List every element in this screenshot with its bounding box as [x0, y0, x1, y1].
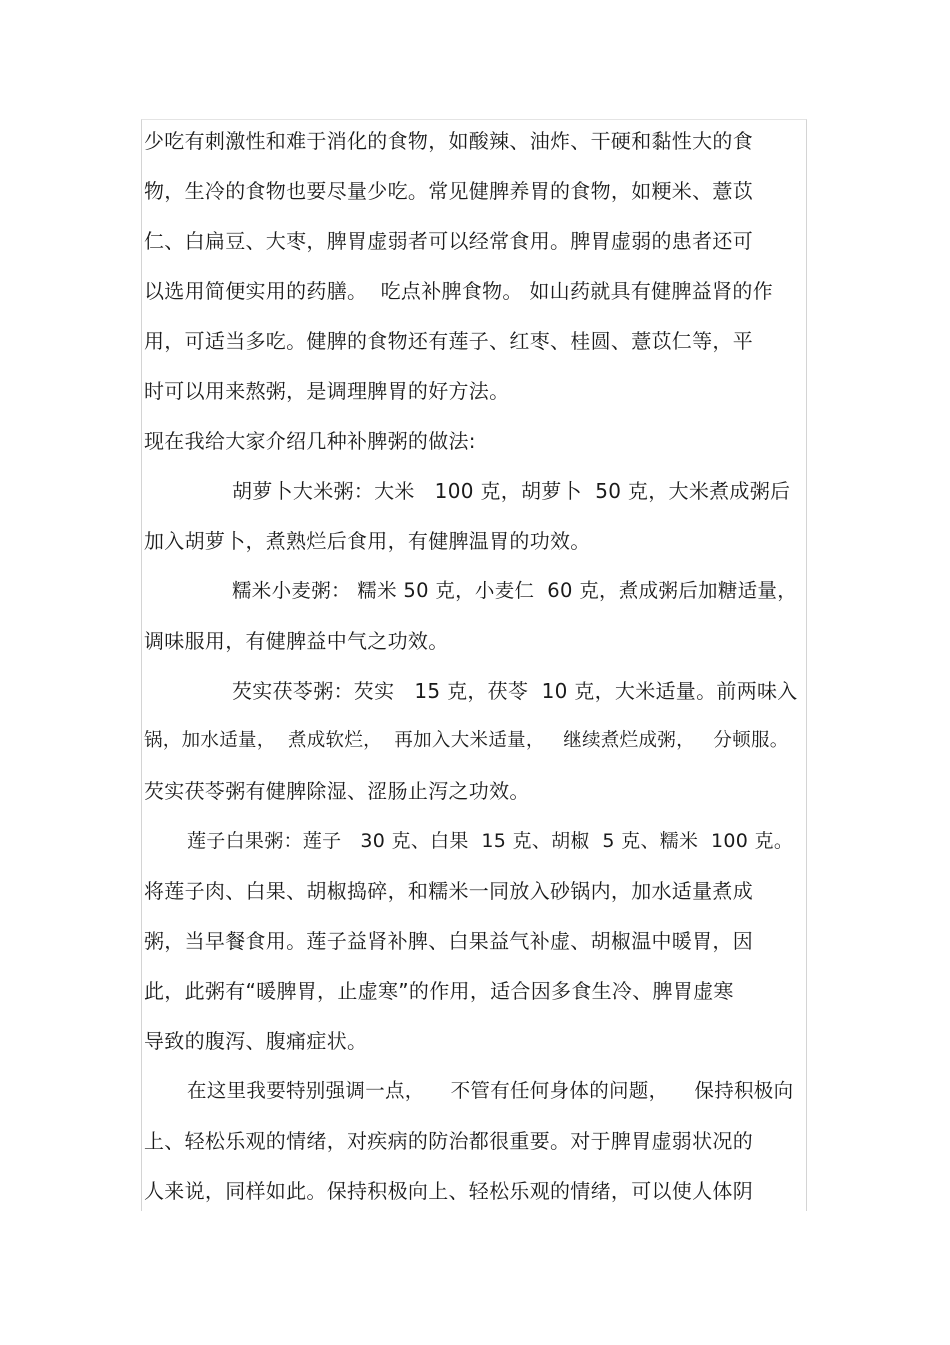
- text-line: 仁、白扁豆、大枣，脾胃虚弱者可以经常食用。脾胃虚弱的患者还可: [144, 229, 753, 253]
- text-line: 调味服用，有健脾益中气之功效。: [144, 629, 449, 653]
- section-heading: 现在我给大家介绍几种补脾粥的做法:: [144, 429, 476, 453]
- text-line: 时可以用来熬粥，是调理脾胃的好方法。: [144, 379, 510, 403]
- paragraph-start-line: 在这里我要特别强调一点， 不管有任何身体的问题， 保持积极向: [187, 1079, 794, 1102]
- text-line: 物，生冷的食物也要尽量少吃。常见健脾养胃的食物，如粳米、薏苡: [144, 179, 753, 203]
- text-line: 用，可适当多吃。健脾的食物还有莲子、红枣、桂圆、薏苡仁等，平: [144, 329, 753, 353]
- recipe-line: 芡实茯苓粥：芡实 15 克，茯苓 10 克，大米适量。前两味入: [232, 679, 798, 703]
- text-line: 锅，加水适量， 煮成软烂， 再加入大米适量， 继续煮烂成粥， 分顿服。: [144, 730, 789, 751]
- text-line: 粥，当早餐食用。莲子益肾补脾、白果益气补虚、胡椒温中暖胃，因: [144, 929, 753, 953]
- text-line: 芡实茯苓粥有健脾除湿、涩肠止泻之功效。: [144, 779, 530, 803]
- recipe-line: 胡萝卜大米粥：大米 100 克，胡萝卜 50 克，大米煮成粥后: [232, 479, 791, 503]
- recipe-line: 莲子白果粥：莲子 30 克、白果 15 克、胡椒 5 克、糯米 100 克。: [187, 830, 794, 852]
- text-line: 人来说，同样如此。保持积极向上、轻松乐观的情绪，可以使人体阴: [144, 1179, 753, 1203]
- text-line: 此，此粥有“暖脾胃，止虚寒”的作用，适合因多食生冷、脾胃虚寒: [144, 979, 734, 1003]
- text-line: 少吃有刺激性和难于消化的食物，如酸辣、油炸、干硬和黏性大的食: [144, 129, 753, 153]
- recipe-line: 糯米小麦粥： 糯米 50 克，小麦仁 60 克，煮成粥后加糖适量，: [232, 579, 798, 602]
- text-line: 以选用简便实用的药膳。 吃点补脾食物。 如山药就具有健脾益肾的作: [144, 279, 773, 303]
- text-line: 上、轻松乐观的情绪，对疾病的防治都很重要。对于脾胃虚弱状况的: [144, 1129, 753, 1153]
- text-line: 将莲子肉、白果、胡椒捣碎，和糯米一同放入砂锅内，加水适量煮成: [144, 879, 753, 903]
- text-line: 加入胡萝卜，煮熟烂后食用，有健脾温胃的功效。: [144, 529, 591, 553]
- text-line: 导致的腹泻、腹痛症状。: [144, 1029, 368, 1053]
